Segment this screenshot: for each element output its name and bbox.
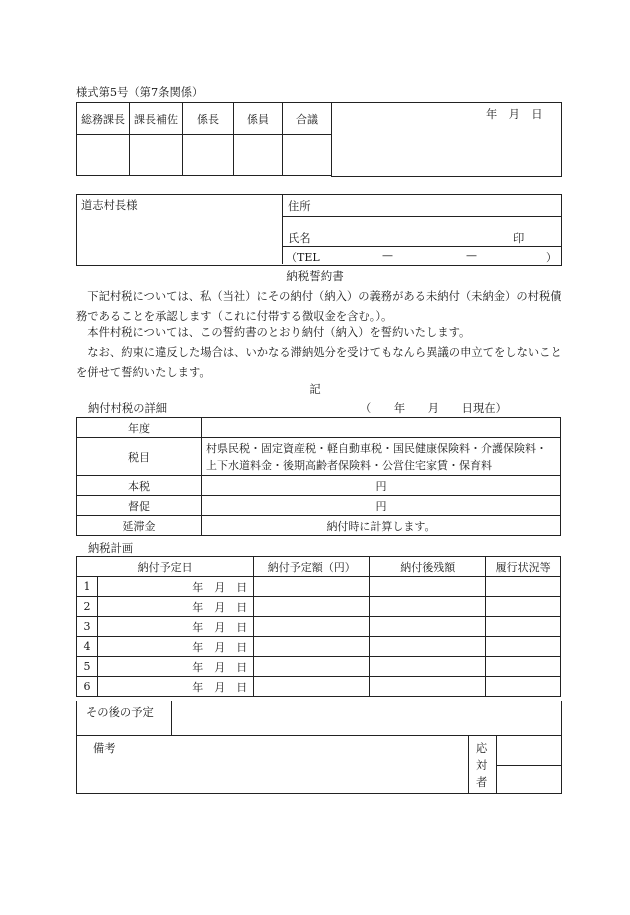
balance-cell[interactable] (370, 597, 486, 617)
stamp-cell[interactable] (77, 135, 130, 176)
balance-cell[interactable] (370, 577, 486, 597)
status-cell[interactable] (486, 637, 561, 657)
row-date[interactable]: 年 月 日 (98, 597, 254, 617)
year-value[interactable] (202, 418, 561, 438)
amount-cell[interactable] (254, 677, 370, 697)
stamp-cell[interactable] (283, 135, 332, 176)
status-cell[interactable] (486, 617, 561, 637)
amount-cell[interactable] (254, 577, 370, 597)
table-row (77, 657, 561, 677)
plan-header: 納付後残額 (370, 557, 486, 577)
status-cell[interactable] (486, 657, 561, 677)
address-label: 住所 (288, 200, 311, 213)
late-label: 延滞金 (77, 516, 202, 536)
plan-table (76, 556, 561, 697)
later-plan-divider (171, 701, 172, 736)
body-paragraph-3: なお、約束に違反した場合は、いかなる滞納処分を受けてもなんら異議の申立てをしないことを併せて誓約いたします。 (76, 346, 562, 379)
plan-header: 履行状況等 (486, 557, 561, 577)
row-number: 2 (77, 597, 98, 617)
approval-header: 係長 (183, 103, 234, 135)
table-row (77, 597, 561, 617)
table-row (77, 617, 561, 637)
responder-char: 対 (476, 759, 488, 772)
table-row (77, 577, 561, 597)
row-date[interactable]: 年 月 日 (98, 617, 254, 637)
penalty-label: 督促 (77, 496, 202, 516)
late-value: 納付時に計算します。 (202, 516, 561, 536)
balance-cell[interactable] (370, 617, 486, 637)
row-date[interactable]: 年 月 日 (98, 677, 254, 697)
responder-char: 応 (476, 742, 488, 755)
row-number: 5 (77, 657, 98, 677)
row-date[interactable]: 年 月 日 (98, 637, 254, 657)
name-label: 氏名 (288, 232, 311, 245)
remarks-label: 備考 (93, 742, 116, 755)
row-number: 1 (77, 577, 98, 597)
body-paragraph-2: 本件村税については、この誓約書のとおり納付（納入）を誓約いたします。 (76, 326, 471, 339)
seal-mark: 印 (513, 232, 525, 245)
balance-cell[interactable] (370, 637, 486, 657)
year-label: 年度 (77, 418, 202, 438)
status-cell[interactable] (486, 677, 561, 697)
approval-table (76, 102, 332, 176)
form-label: 様式第5号（第7条関係） (76, 86, 204, 99)
row-date[interactable]: 年 月 日 (98, 577, 254, 597)
address-line (282, 216, 561, 217)
balance-cell[interactable] (370, 677, 486, 697)
stamp-cell[interactable] (130, 135, 183, 176)
remarks-box[interactable] (76, 736, 562, 794)
approval-header: 総務課長 (77, 103, 130, 135)
responder-line (497, 765, 561, 766)
tax-unit[interactable]: 円 (202, 476, 561, 496)
row-number: 6 (77, 677, 98, 697)
details-table (76, 417, 561, 536)
row-number: 3 (77, 617, 98, 637)
amount-cell[interactable] (254, 597, 370, 617)
addressee-divider (282, 194, 283, 264)
plan-header: 納付予定日 (77, 557, 254, 577)
row-number: 4 (77, 637, 98, 657)
table-row (77, 637, 561, 657)
tel-separator: — (382, 249, 393, 262)
doc-title: 納税誓約書 (286, 269, 344, 283)
balance-cell[interactable] (370, 657, 486, 677)
amount-cell[interactable] (254, 657, 370, 677)
status-cell[interactable] (486, 577, 561, 597)
plan-header: 納付予定額（円） (254, 557, 370, 577)
amount-cell[interactable] (254, 617, 370, 637)
approval-header: 合議 (283, 103, 332, 135)
tel-separator: — (466, 249, 477, 262)
penalty-unit[interactable]: 円 (202, 496, 561, 516)
addressee-to: 道志村長様 (81, 199, 138, 212)
details-label: 納付村税の詳細 (88, 402, 168, 415)
details-as-of: （ 年 月 日現在） (360, 402, 507, 415)
date-text: 年 月 日 (486, 108, 543, 121)
tel-close: ） (546, 251, 557, 264)
ki-mark: 記 (309, 383, 321, 396)
responder-char: 者 (476, 776, 488, 789)
responder-divider (468, 736, 469, 794)
stamp-cell[interactable] (183, 135, 234, 176)
status-cell[interactable] (486, 597, 561, 617)
tax-label: 本税 (77, 476, 202, 496)
item-value: 村県民税・固定資産税・軽自動車税・国民健康保険料・介護保険料・上下水道料金・後期高齢者保険料・公営住宅家賃・保育料 (202, 438, 561, 476)
item-label: 税目 (77, 438, 202, 476)
approval-header: 課長補佐 (130, 103, 183, 135)
body-paragraph-1: 下記村税については、私（当社）にその納付（納入）の義務がある未納付（未納金）の村税債務であることを承認します（これに付帯する徴収金を含む。）。 (76, 290, 562, 323)
stamp-cell[interactable] (234, 135, 283, 176)
name-line (282, 246, 561, 247)
amount-cell[interactable] (254, 637, 370, 657)
later-plan-label: その後の予定 (86, 706, 154, 719)
approval-header: 係員 (234, 103, 283, 135)
plan-label: 納税計画 (88, 542, 134, 555)
tel-label: （TEL (286, 251, 320, 264)
row-date[interactable]: 年 月 日 (98, 657, 254, 677)
table-row (77, 677, 561, 697)
